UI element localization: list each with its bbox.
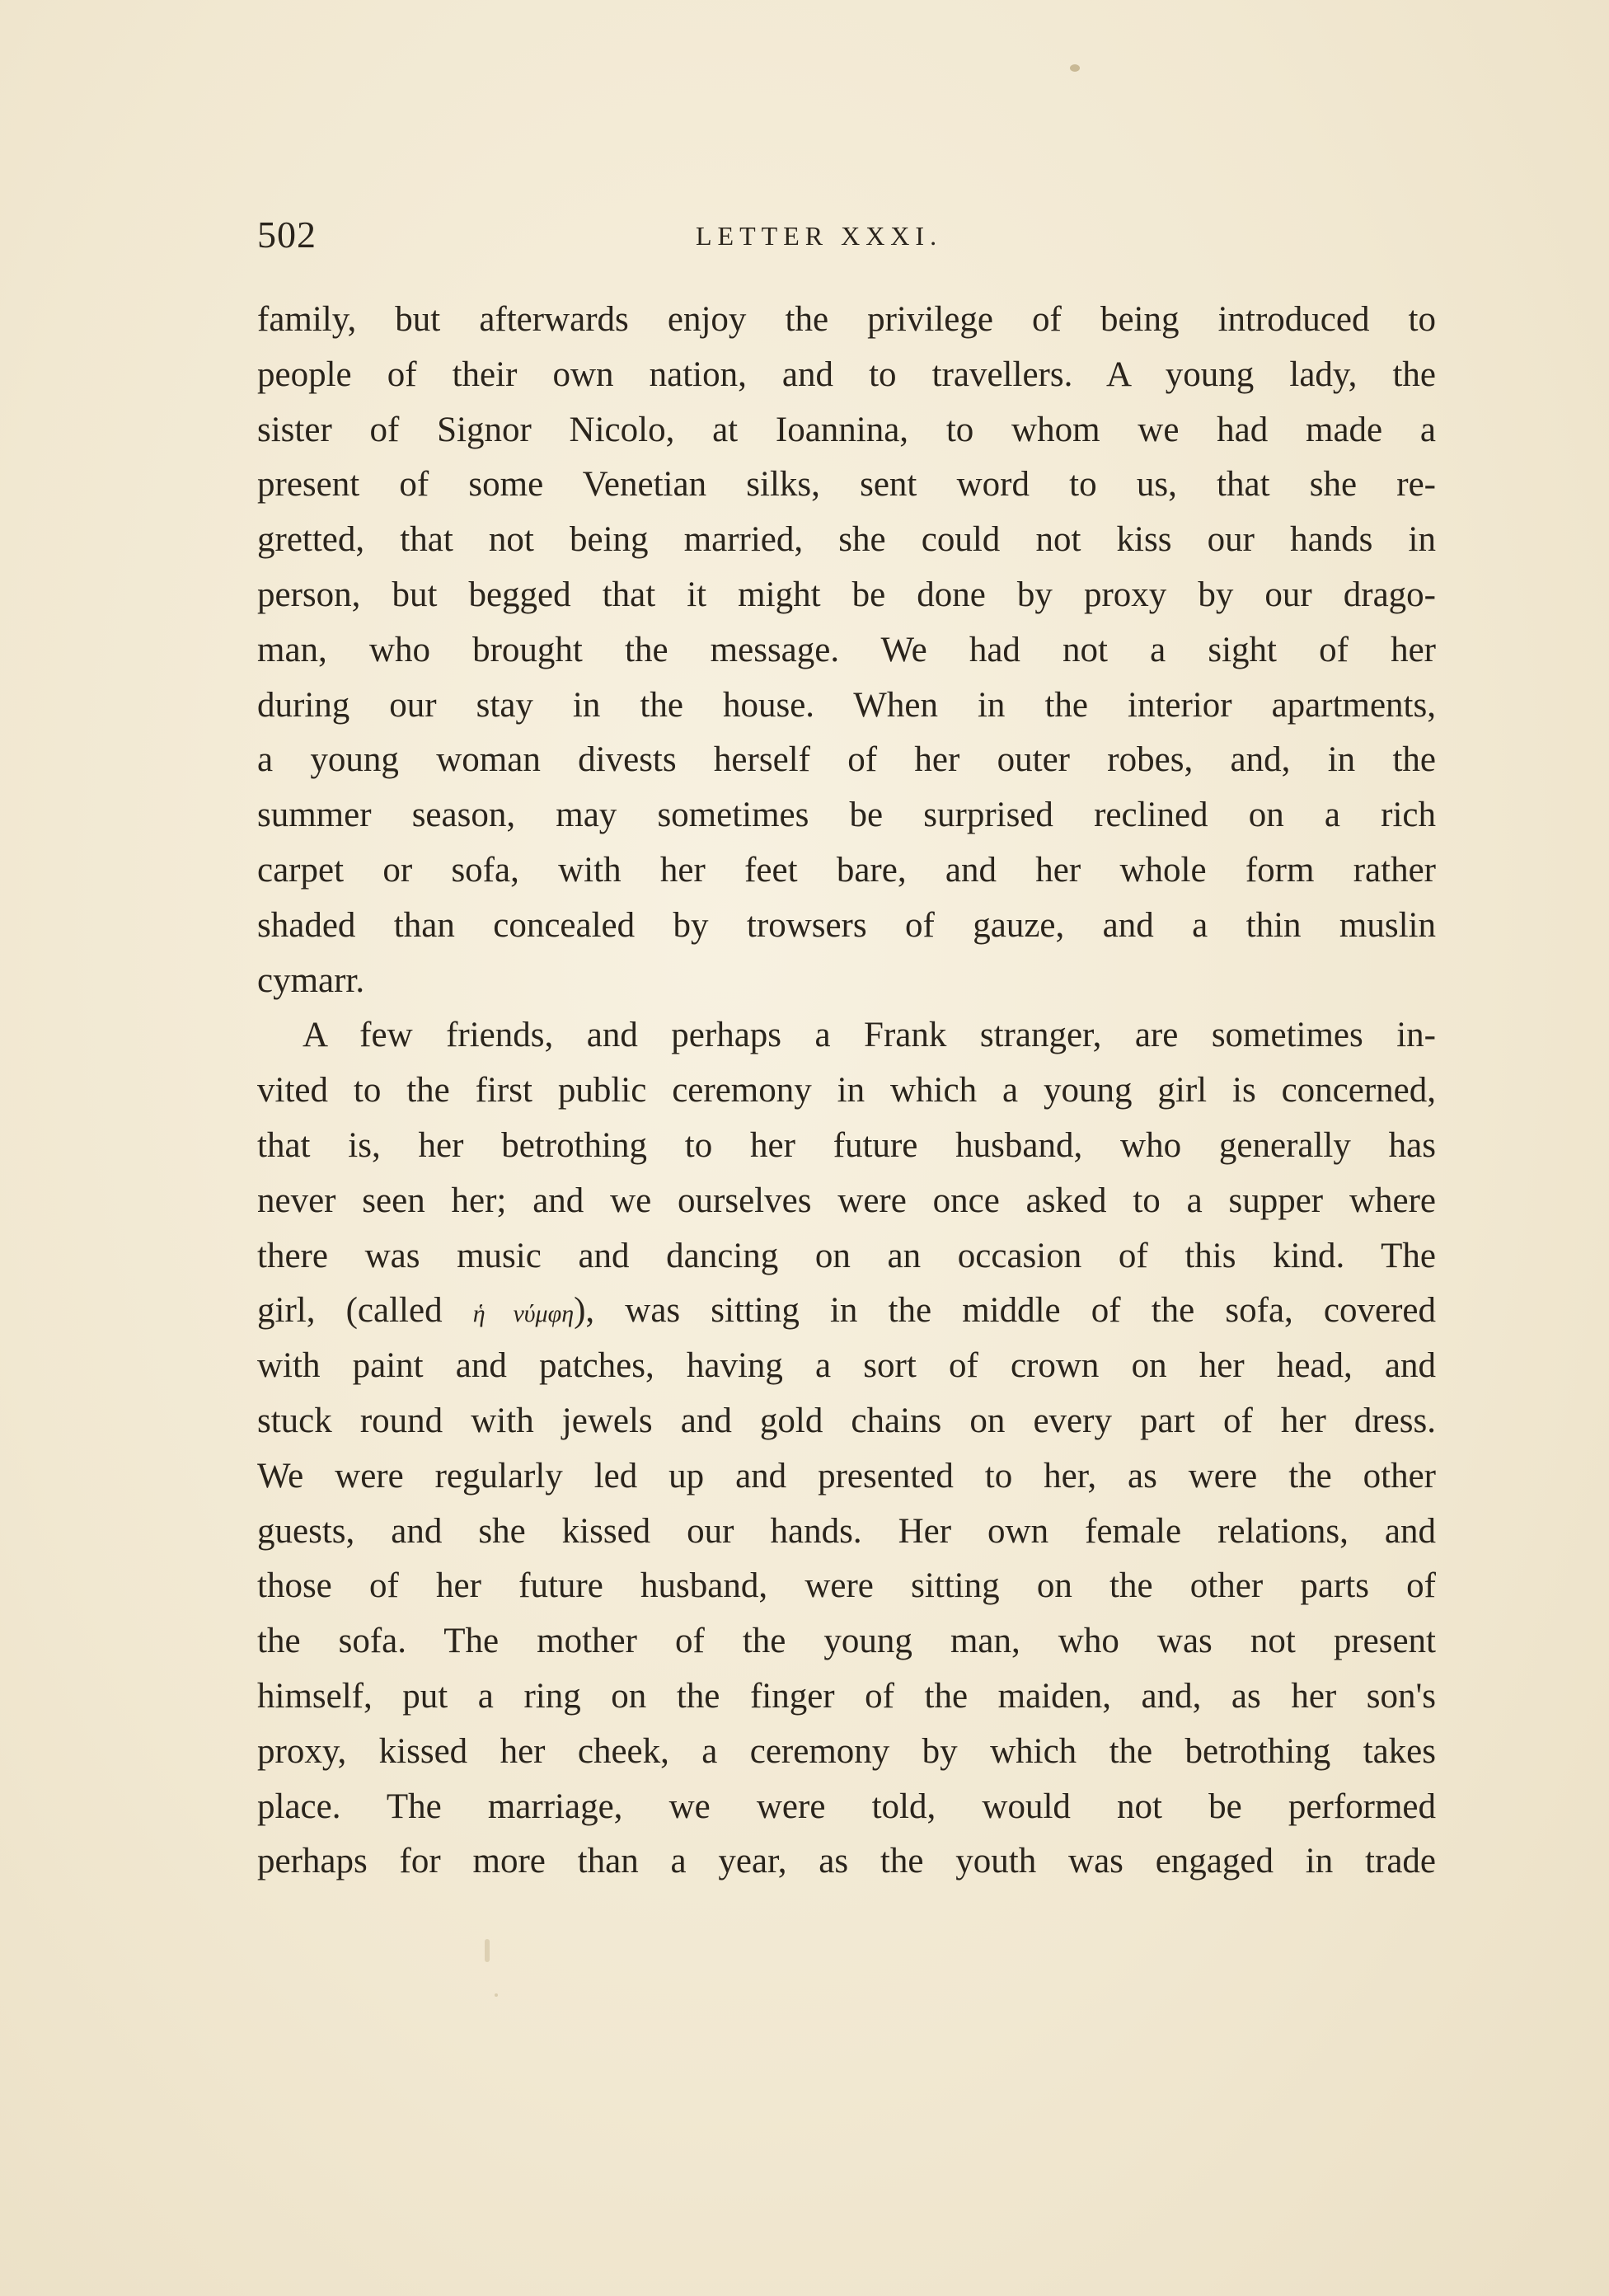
paragraph-end-line: cymarr. [257,960,365,1000]
text-line: there was music and dancing on an occasion of this kind. The [257,1236,1436,1275]
paper-speck [495,1993,498,1997]
text-line: perhaps for more than a year, as the youth was engaged in trade [257,1842,1436,1881]
text-segment: ), was sitting in the middle of the sofa, covered [574,1291,1436,1331]
text-line: with paint and patches, having a sort of crown on her head, and [257,1346,1436,1386]
text-line: proxy, kissed her cheek, a ceremony by which the betrothing takes [257,1731,1436,1771]
text-line: We were regularly led up and presented to her, as were the other [257,1456,1436,1495]
greek-phrase: ἡ νύμφη [472,1300,575,1328]
text-line-with-greek [257,1284,1436,1339]
text-line: stuck round with jewels and gold chains on every part of her dress. [257,1401,1436,1440]
text-line: during our stay in the house. When in the interior apartments, [257,685,1436,725]
text-line: those of her future husband, were sitting on the other parts of [257,1566,1436,1606]
text-line: place. The marriage, we were told, would not be performed [257,1787,1436,1826]
text-line: present of some Venetian silks, sent word to us, that she re- [257,465,1436,505]
text-line: person, but begged that it might be done by proxy by our drago- [257,575,1436,614]
text-line: man, who brought the message. We had not a sight of her [257,630,1436,669]
text-line: summer season, may sometimes be surprised reclined on a rich [257,796,1436,835]
text-line: carpet or sofa, with her feet bare, and her whole form rather [257,850,1436,890]
paper-speck [1070,64,1080,72]
text-line: shaded than concealed by trowsers of gauze, and a thin muslin [257,905,1436,945]
text-segment: girl, (called [257,1291,473,1331]
paragraph-first-line: A few friends, and perhaps a Frank stranger, are sometimes in- [303,1016,1436,1055]
text-line: people of their own nation, and to travellers. A young lady, the [257,354,1436,394]
text-line: the sofa. The mother of the young man, who was not present [257,1622,1436,1661]
text-line: that is, her betrothing to her future husband, who generally has [257,1125,1436,1165]
running-title: LETTER XXXI. [696,221,943,251]
paper-speck [485,1939,490,1962]
body-text [257,293,1436,1890]
text-line: gretted, that not being married, she could not kiss our hands in [257,520,1436,560]
text-line: vited to the first public ceremony in which a young girl is concerned, [257,1071,1436,1110]
text-line: family, but afterwards enjoy the privilege of being introduced to [257,300,1436,339]
text-line: never seen her; and we ourselves were once asked to a supper where [257,1181,1436,1220]
text-line: sister of Signor Nicolo, at Ioannina, to whom we had made a [257,410,1436,449]
text-line: a young woman divests herself of her outer robes, and, in the [257,740,1436,780]
text-line: guests, and she kissed our hands. Her own female relations, and [257,1511,1436,1551]
page-number: 502 [257,214,317,256]
text-line: himself, put a ring on the finger of the maiden, and, as her son's [257,1676,1436,1716]
running-head [257,213,1446,262]
